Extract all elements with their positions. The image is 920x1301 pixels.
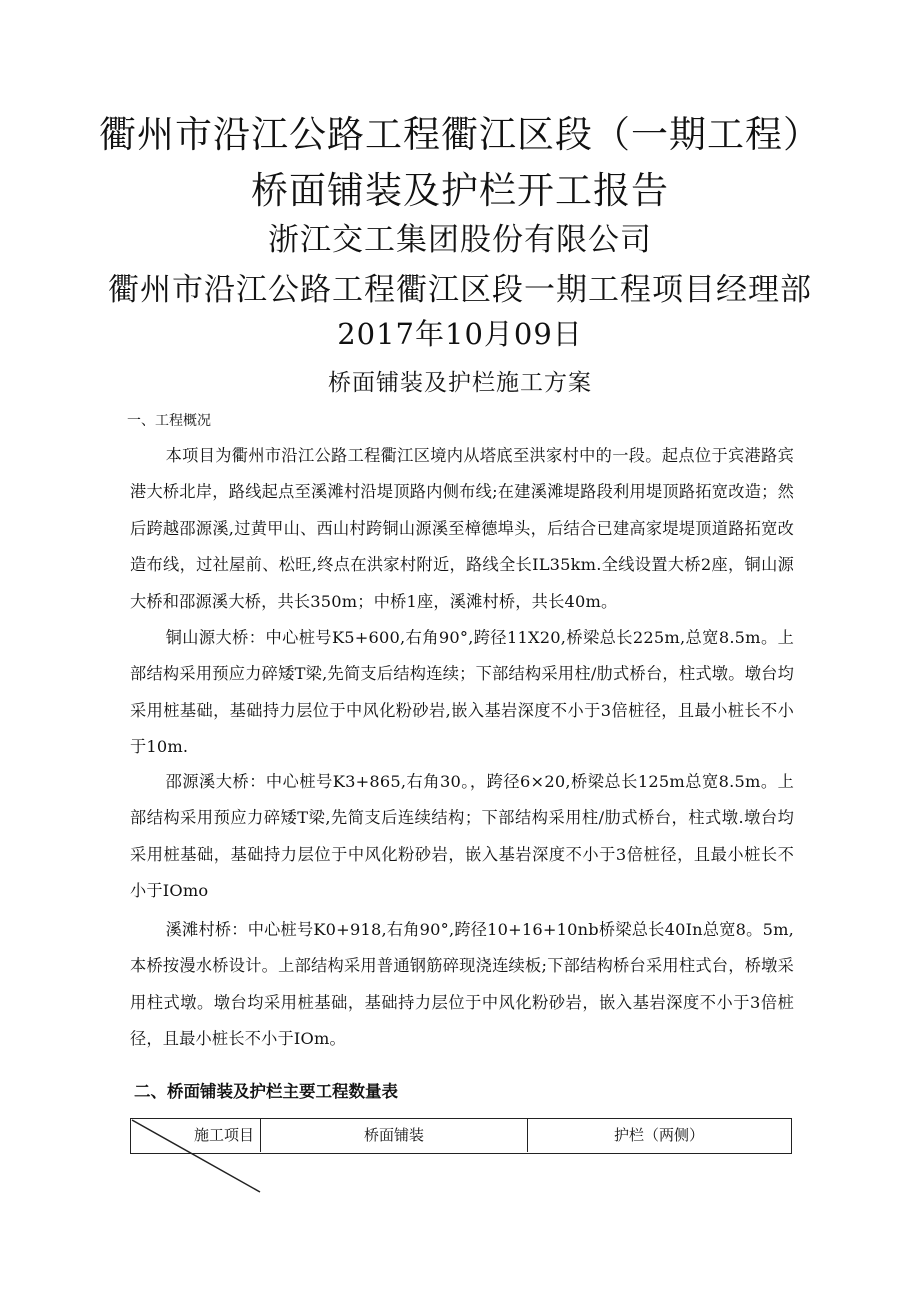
cover-department: 衢州市沿江公路工程衢江区段一期工程项目经理部 — [108, 272, 812, 308]
cover-title-line2: 桥面铺装及护栏开工报告 — [251, 169, 669, 212]
paragraph-project-overview: 本项目为衢州市沿江公路工程衢江区境内从塔底至洪家村中的一段。起点位于宾港路宾港大桥北岸，路线起点至溪滩村沿堤顶路内侧布线;在建溪滩堤路段利用堤顶路拓宽改造；然后跨越邵源溪,过黄甲山、西山村跨铜山源溪至樟德埠头，后结合已建高家堤堤顶道路拓宽改造布线，过社屋前、松旺,终点在洪家村附近，路线全长IL35km.全线设置大桥2座，铜山源大桥和邵源溪大桥，共长350m；中桥1座，溪滩村桥，共长40m。 — [130, 446, 794, 611]
paragraph-shaoyuanxi-bridge: 邵源溪大桥：中心桩号K3+865,右角30。，跨径6×20,桥梁总长125m总宽8.5m。上部结构采用预应力碎矮T梁,先简支后连续结构；下部结构采用柱/肋式桥台，柱式墩.墩台均采用桩基础，基础持力层位于中风化粉砂岩，嵌入基岩深度不小于3倍桩径，且最小桩长不小于IOmo — [130, 772, 794, 901]
cover-date: 2017年10月09日 — [337, 317, 583, 351]
table-diagonal-line — [130, 1118, 265, 1198]
section2-heading: 二、桥面铺装及护栏主要工程数量表 — [134, 1082, 398, 1101]
paragraph-xitancun-bridge: 溪滩村桥：中心桩号K0+918,右角90°,跨径10+16+10nb桥梁总长40In总宽8。5m,本桥按漫水桥设计。上部结构采用普通钢筋碎现浇连续板;下部结构桥台采用柱式台，桥墩采用柱式墩。墩台均采用桩基础，基础持力层位于中风化粉砂岩，嵌入基岩深度不小于3倍桩径，且最小桩长不小于IOm。 — [130, 920, 794, 1049]
plan-title: 桥面铺装及护栏施工方案 — [328, 370, 592, 396]
section1-heading: 一、工程概况 — [127, 413, 211, 429]
paragraph-tongshanyuan-bridge: 铜山源大桥：中心桩号K5+600,右角90°,跨径11X20,桥梁总长225m,总宽8.5m。上部结构采用预应力碎矮T梁,先简支后结构连续；下部结构采用柱/肋式桥台，柱式墩。墩台均采用桩基础，基础持力层位于中风化粉砂岩,嵌入基岩深度不小于3倍桩径，且最小桩长不小于10m. — [130, 628, 794, 757]
cover-title-line1: 衢州市沿江公路工程衢江区段（一期工程） — [99, 113, 821, 156]
table-header-item: 施工项目 — [131, 1119, 261, 1152]
table-header-deck-paving: 桥面铺装 — [261, 1119, 528, 1152]
cover-company: 浙江交工集团股份有限公司 — [268, 222, 652, 258]
table-header-guardrail: 护栏（两侧） — [613, 1126, 704, 1144]
